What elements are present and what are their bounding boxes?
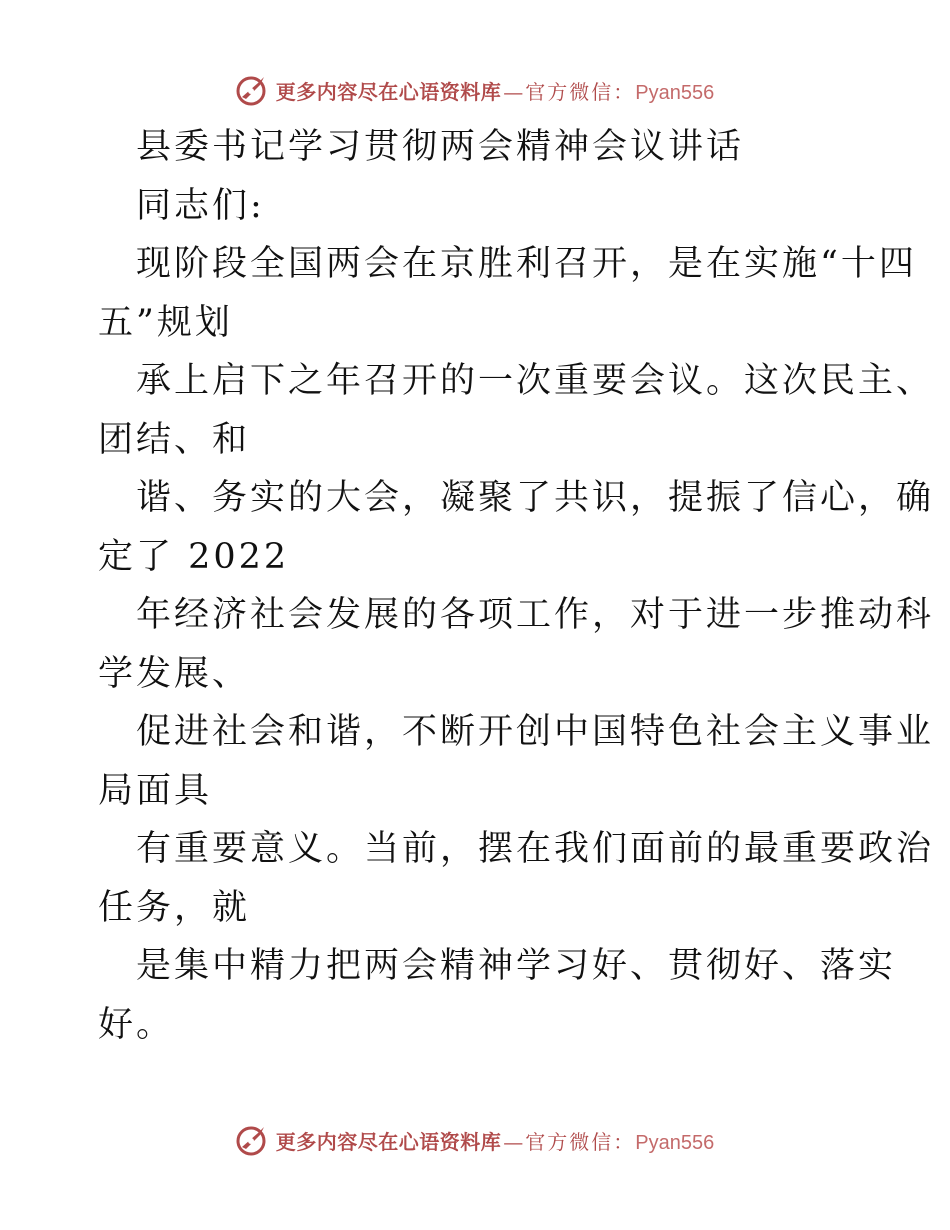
header-banner: [0, 70, 950, 110]
footer-banner: [0, 1120, 950, 1160]
text-line: 定了 2022: [98, 536, 290, 577]
quill-logo-icon: [236, 1123, 270, 1157]
text-line: 谐、务实的大会，凝聚了共识，提振了信心，确: [136, 478, 935, 518]
banner-dash: —: [503, 1129, 524, 1154]
text-line: 承上启下之年召开的一次重要会议。这次民主、: [136, 361, 935, 401]
banner-brand: 更多内容尽在心语资料库: [275, 79, 502, 104]
banner-official-label: 官方微信：: [525, 79, 636, 104]
text-line: 五”规划: [98, 302, 233, 343]
text-line: 同志们:: [136, 185, 265, 226]
header-banner-text: [276, 76, 714, 105]
text-line: 有重要意义。当前，摆在我们面前的最重要政治: [136, 829, 935, 869]
text-line: 学发展、: [98, 653, 251, 694]
document-body: [98, 118, 935, 1054]
banner-account-id: Pyan556: [635, 1131, 715, 1154]
footer-banner-text: [276, 1126, 714, 1155]
banner-official-label: 官方微信：: [525, 1129, 636, 1154]
text-line: 年经济社会发展的各项工作，对于进一步推动科: [136, 595, 935, 635]
quill-logo-icon: [236, 73, 270, 107]
text-line: 团结、和: [98, 419, 251, 460]
text-line: 促进社会和谐，不断开创中国特色社会主义事业: [136, 712, 935, 752]
document-title: 县委书记学习贯彻两会精神会议讲话: [136, 127, 745, 167]
text-line: 局面具: [98, 770, 213, 811]
banner-dash: —: [503, 79, 524, 104]
text-line: 是集中精力把两会精神学习好、贯彻好、落实: [136, 946, 897, 986]
banner-account-id: Pyan556: [635, 81, 715, 104]
text-line: 任务，就: [98, 887, 251, 928]
text-line: 好。: [98, 1004, 175, 1045]
banner-brand: 更多内容尽在心语资料库: [275, 1129, 502, 1154]
text-line: 现阶段全国两会在京胜利召开，是在实施“十四: [136, 244, 917, 284]
